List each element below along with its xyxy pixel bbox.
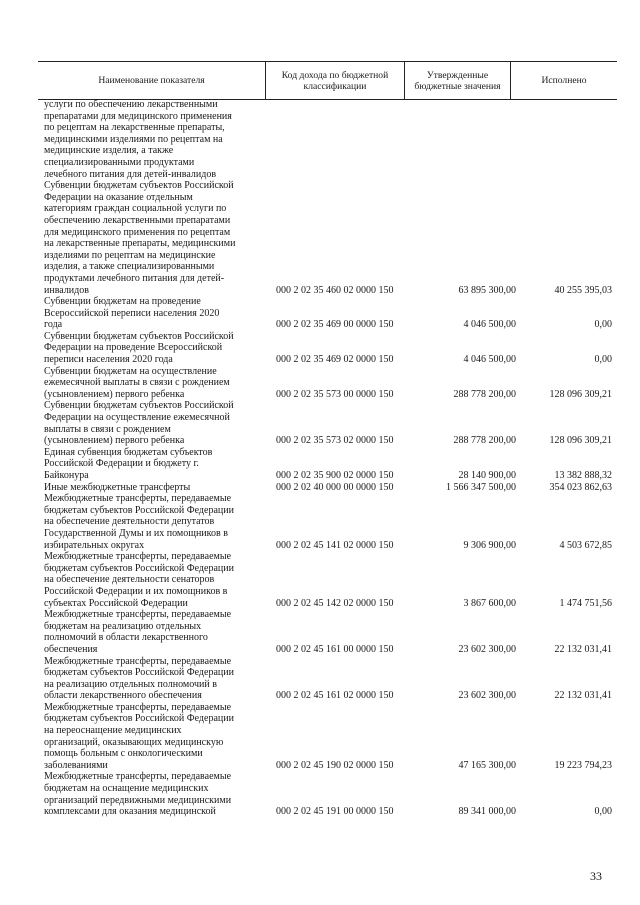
row-done: 0,00: [594, 354, 612, 366]
table-row: [0, 99, 640, 296]
row-name: Межбюджетные трансферты, передаваемые бюджетам субъектов Российской Федерации на обеспечение деятельности сенаторов Российской Федерации и их помощников в субъектах Российской Федерации: [44, 551, 234, 609]
row-done: 13 382 888,32: [554, 470, 612, 481]
row-name: Межбюджетные трансферты, передаваемые бюджетам на оснащение медицинских организаций передвижными медицинскими комплексами для оказания медицинской: [44, 771, 232, 818]
table-body: [0, 99, 640, 818]
row-code: 000 2 02 35 573 00 0000 150: [276, 388, 394, 400]
row-budget: 9 306 900,00: [463, 539, 516, 551]
row-done: 128 096 309,21: [549, 435, 612, 447]
header-budget: Утвержденные бюджетные значения: [404, 62, 510, 99]
table-row: [0, 447, 640, 482]
table-row: [0, 400, 640, 446]
row-name: Субвенции бюджетам субъектов Российской Федерации на осуществление ежемесячной выплаты в связи с рождением (усыновлением) первого ребенка: [44, 400, 234, 447]
table-row: [0, 771, 640, 817]
table-row: [0, 702, 640, 772]
row-done: 4 503 672,85: [559, 539, 612, 551]
header-done: Исполнено: [510, 62, 617, 99]
row-budget: 1 566 347 500,00: [446, 481, 516, 493]
table-row: [0, 366, 640, 401]
row-budget: 47 165 300,00: [458, 759, 516, 771]
row-name: услуги по обеспечению лекарственными препаратами для медицинского применения по рецептам на лекарственные препараты, медицинскими изделиями по рецептам на медицинские изделия, а также специализированными продуктами лечебного питания для детей-инвалидов Субвенции бюджетам субъектов Российской Федерации на оказание отдельным категориям граждан социальной услуги по обеспечению лекарственными препаратами для медицинского применения по рецептам на лекарственные препараты, медицинскими изделиями по рецептам на медицинские изделия, а также специализированными продуктами лечебного питания для детей- инвалидов: [44, 99, 236, 296]
table-row: [0, 609, 640, 655]
row-done: 0,00: [594, 806, 612, 818]
row-name: Межбюджетные трансферты, передаваемые бюджетам субъектов Российской Федерации на реализацию отдельных полномочий в области лекарственного обеспечения: [44, 655, 234, 702]
row-done: 19 223 794,23: [554, 759, 612, 771]
row-name: Межбюджетные трансферты, передаваемые бюджетам на реализацию отдельных полномочий в области лекарственного обеспечения: [44, 609, 232, 655]
row-budget: 4 046 500,00: [463, 354, 516, 366]
row-budget: 63 895 300,00: [458, 284, 516, 296]
row-code: 000 2 02 35 469 02 0000 150: [276, 354, 394, 366]
row-budget: 28 140 900,00: [458, 470, 516, 481]
row-done: 354 023 862,63: [549, 481, 612, 493]
row-name: Иные межбюджетные трансферты: [44, 481, 191, 493]
table-row: [0, 482, 640, 494]
row-budget: 23 602 300,00: [458, 643, 516, 655]
row-budget: 4 046 500,00: [463, 319, 516, 331]
row-code: 000 2 02 35 460 02 0000 150: [276, 284, 394, 296]
header-code: Код дохода по бюджетной классификации: [265, 62, 404, 99]
row-code: 000 2 02 40 000 00 0000 150: [276, 481, 394, 493]
row-code: 000 2 02 45 142 02 0000 150: [276, 597, 394, 609]
row-name: Межбюджетные трансферты, передаваемые бюджетам субъектов Российской Федерации на переоснащение медицинских организаций, оказывающих медицинскую помощь больным с онкологическими заболеваниями: [44, 701, 234, 771]
row-done: 1 474 751,56: [559, 597, 612, 609]
row-code: 000 2 02 35 469 00 0000 150: [276, 319, 394, 331]
row-name: Субвенции бюджетам субъектов Российской Федерации на проведение Всероссийской переписи населения 2020 года: [44, 330, 234, 366]
page-number: 33: [590, 869, 602, 883]
row-done: 128 096 309,21: [549, 388, 612, 400]
row-done: 40 255 395,03: [554, 284, 612, 296]
row-code: 000 2 02 35 573 02 0000 150: [276, 435, 394, 447]
row-done: 22 132 031,41: [554, 643, 612, 655]
row-code: 000 2 02 45 161 00 0000 150: [276, 643, 394, 655]
table-row: [0, 656, 640, 702]
table-row: [0, 551, 640, 609]
row-code: 000 2 02 45 161 02 0000 150: [276, 690, 394, 702]
row-budget: 288 778 200,00: [453, 435, 516, 447]
table-row: [0, 493, 640, 551]
header-name: Наименование показателя: [98, 75, 205, 86]
row-budget: 3 867 600,00: [463, 597, 516, 609]
row-name: Субвенции бюджетам на осуществление ежемесячной выплаты в связи с рождением (усыновлением) первого ребенка: [44, 365, 230, 400]
row-code: 000 2 02 45 141 02 0000 150: [276, 539, 394, 551]
row-name: Субвенции бюджетам на проведение Всероссийской переписи населения 2020 года: [44, 296, 220, 331]
table-row: [0, 331, 640, 366]
table-row: [0, 296, 640, 331]
row-code: 000 2 02 45 191 00 0000 150: [276, 806, 394, 818]
table-header: [38, 61, 617, 100]
row-done: 22 132 031,41: [554, 690, 612, 702]
row-code: 000 2 02 35 900 02 0000 150: [276, 470, 394, 481]
row-name: Единая субвенция бюджетам субъектов Российской Федерации и бюджету г. Байконура: [44, 446, 213, 481]
row-code: 000 2 02 45 190 02 0000 150: [276, 759, 394, 771]
row-name: Межбюджетные трансферты, передаваемые бюджетам субъектов Российской Федерации на обеспечение деятельности депутатов Государственной Думы и их помощников в избирательных округах: [44, 493, 234, 551]
row-budget: 288 778 200,00: [453, 388, 516, 400]
row-budget: 23 602 300,00: [458, 690, 516, 702]
row-done: 0,00: [594, 319, 612, 331]
row-budget: 89 341 000,00: [458, 806, 516, 818]
